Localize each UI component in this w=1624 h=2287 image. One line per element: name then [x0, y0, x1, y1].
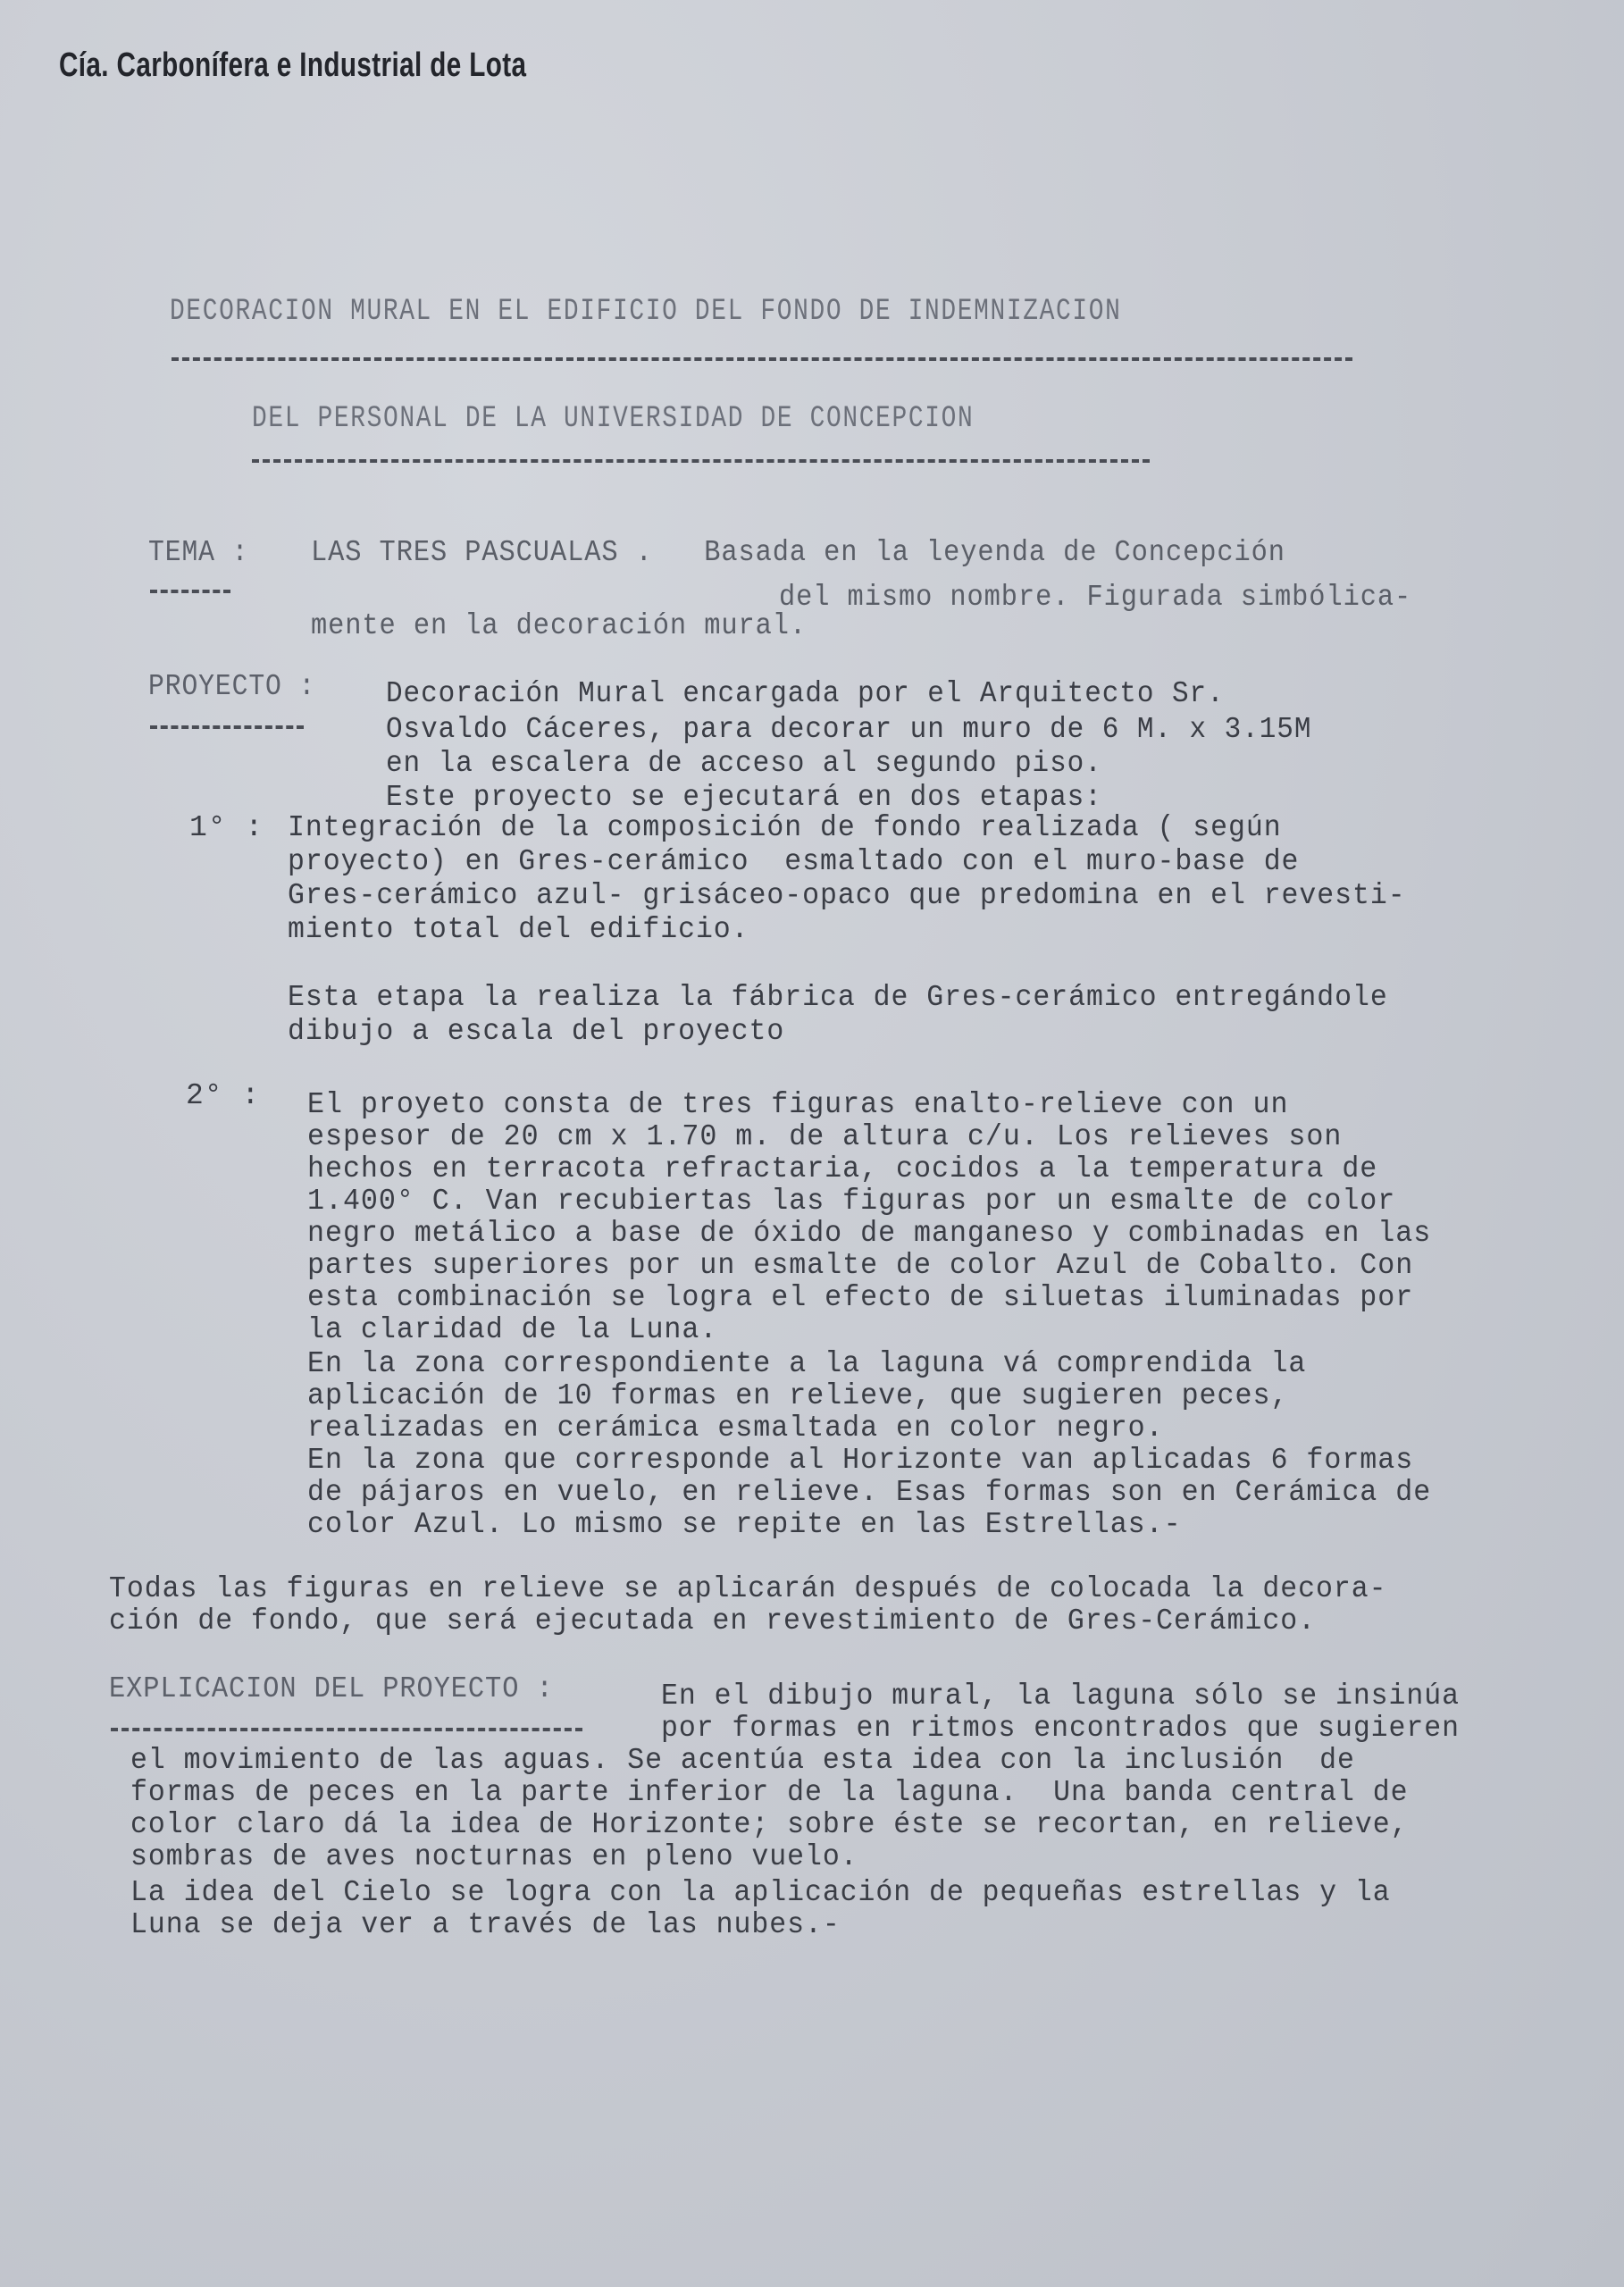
title-underline-2	[252, 459, 1150, 463]
etapa2-line: El proyeto consta de tres figuras enalto-relieve con un	[307, 1088, 1289, 1121]
etapa2-line: En la zona correspondiente a la laguna vá comprendida la	[307, 1347, 1307, 1380]
title-underline-1	[172, 357, 1352, 361]
tema-underline	[150, 590, 230, 593]
tema-line: del mismo nombre. Figurada simbólica-	[779, 581, 1412, 614]
etapa2-line: 1.400° C. Van recubiertas las figuras por un esmalte de color	[307, 1185, 1396, 1218]
explicacion-first-line: En el dibujo mural, la laguna sólo se insinúa	[661, 1680, 1461, 1713]
tema-line: mente en la decoración mural.	[311, 609, 808, 642]
tema-label: TEMA :	[148, 536, 249, 569]
proyecto-label: PROYECTO :	[148, 670, 316, 703]
explicacion-line: por formas en ritmos encontrados que sugieren	[661, 1712, 1461, 1745]
explicacion-line: Luna se deja ver a través de las nubes.-	[130, 1908, 841, 1941]
etapa1-line: Integración de la composición de fondo realizada ( según	[288, 811, 1282, 844]
etapa2-line: color Azul. Lo mismo se repite en las Estrellas.-	[307, 1508, 1182, 1541]
explicacion-line: formas de peces en la parte inferior de la laguna. Una banda central de	[130, 1776, 1409, 1809]
proyecto-line: Este proyecto se ejecutará en dos etapas:	[386, 781, 1102, 814]
etapa2-line: negro metálico a base de óxido de manganeso y combinadas en las	[307, 1217, 1432, 1250]
etapa2-line: En la zona que corresponde al Horizonte van aplicadas 6 formas	[307, 1444, 1414, 1477]
etapa2-line: hechos en terracota refractaria, cocidos a la temperatura de	[307, 1152, 1378, 1185]
etapa2-label: 2° :	[186, 1079, 261, 1112]
explicacion-line: el movimiento de las aguas. Se acentúa esta idea con la inclusión de	[130, 1744, 1355, 1777]
letterhead: Cía. Carbonífera e Industrial de Lota	[59, 46, 527, 84]
etapa2-line: aplicación de 10 formas en relieve, que sugieren peces,	[307, 1379, 1289, 1412]
etapa2-line: esta combinación se logra el efecto de siluetas iluminadas por	[307, 1281, 1414, 1314]
proyecto-line: Osvaldo Cáceres, para decorar un muro de 6 M. x 3.15M	[386, 713, 1312, 746]
explicacion-line: La idea del Cielo se logra con la aplicación de pequeñas estrellas y la	[130, 1876, 1391, 1909]
etapa1-line: dibujo a escala del proyecto	[288, 1015, 785, 1048]
title-line-1: DECORACION MURAL EN EL EDIFICIO DEL FONDO DE INDEMNIZACION	[170, 295, 1122, 329]
etapa1-label: 1° :	[189, 811, 264, 844]
explicacion-line: sombras de aves nocturnas en pleno vuelo.	[130, 1840, 858, 1873]
todas-line: Todas las figuras en relieve se aplicarán después de colocada la decora-	[109, 1572, 1387, 1605]
proyecto-line: Decoración Mural encargada por el Arquitecto Sr.	[386, 677, 1225, 710]
title-line-2: DEL PERSONAL DE LA UNIVERSIDAD DE CONCEPCION	[252, 402, 975, 436]
explicacion-underline	[111, 1728, 582, 1731]
etapa2-line: la claridad de la Luna.	[307, 1313, 718, 1346]
etapa1-line: Esta etapa la realiza la fábrica de Gres-cerámico entregándole	[288, 981, 1388, 1014]
etapa2-line: partes superiores por un esmalte de color Azul de Cobalto. Con	[307, 1249, 1414, 1282]
proyecto-line: en la escalera de acceso al segundo piso.	[386, 747, 1102, 780]
etapa2-line: espesor de 20 cm x 1.70 m. de altura c/u. Los relieves son	[307, 1120, 1343, 1153]
explicacion-line: color claro dá la idea de Horizonte; sobre éste se recortan, en relieve,	[130, 1808, 1409, 1841]
explicacion-label: EXPLICACION DEL PROYECTO :	[109, 1672, 554, 1705]
proyecto-underline	[150, 725, 304, 729]
todas-line: ción de fondo, que será ejecutada en revestimiento de Gres-Cerámico.	[109, 1604, 1316, 1638]
tema-line: LAS TRES PASCUALAS . Basada en la leyenda de Concepción	[311, 536, 1285, 569]
etapa1-line: miento total del edificio.	[288, 913, 749, 946]
etapa1-line: Gres-cerámico azul- grisáceo-opaco que predomina en el revesti-	[288, 879, 1406, 912]
etapa1-line: proyecto) en Gres-cerámico esmaltado con el muro-base de	[288, 845, 1300, 878]
etapa2-line: realizadas en cerámica esmaltada en color negro.	[307, 1412, 1164, 1445]
etapa2-line: de pájaros en vuelo, en relieve. Esas formas son en Cerámica de	[307, 1476, 1432, 1509]
